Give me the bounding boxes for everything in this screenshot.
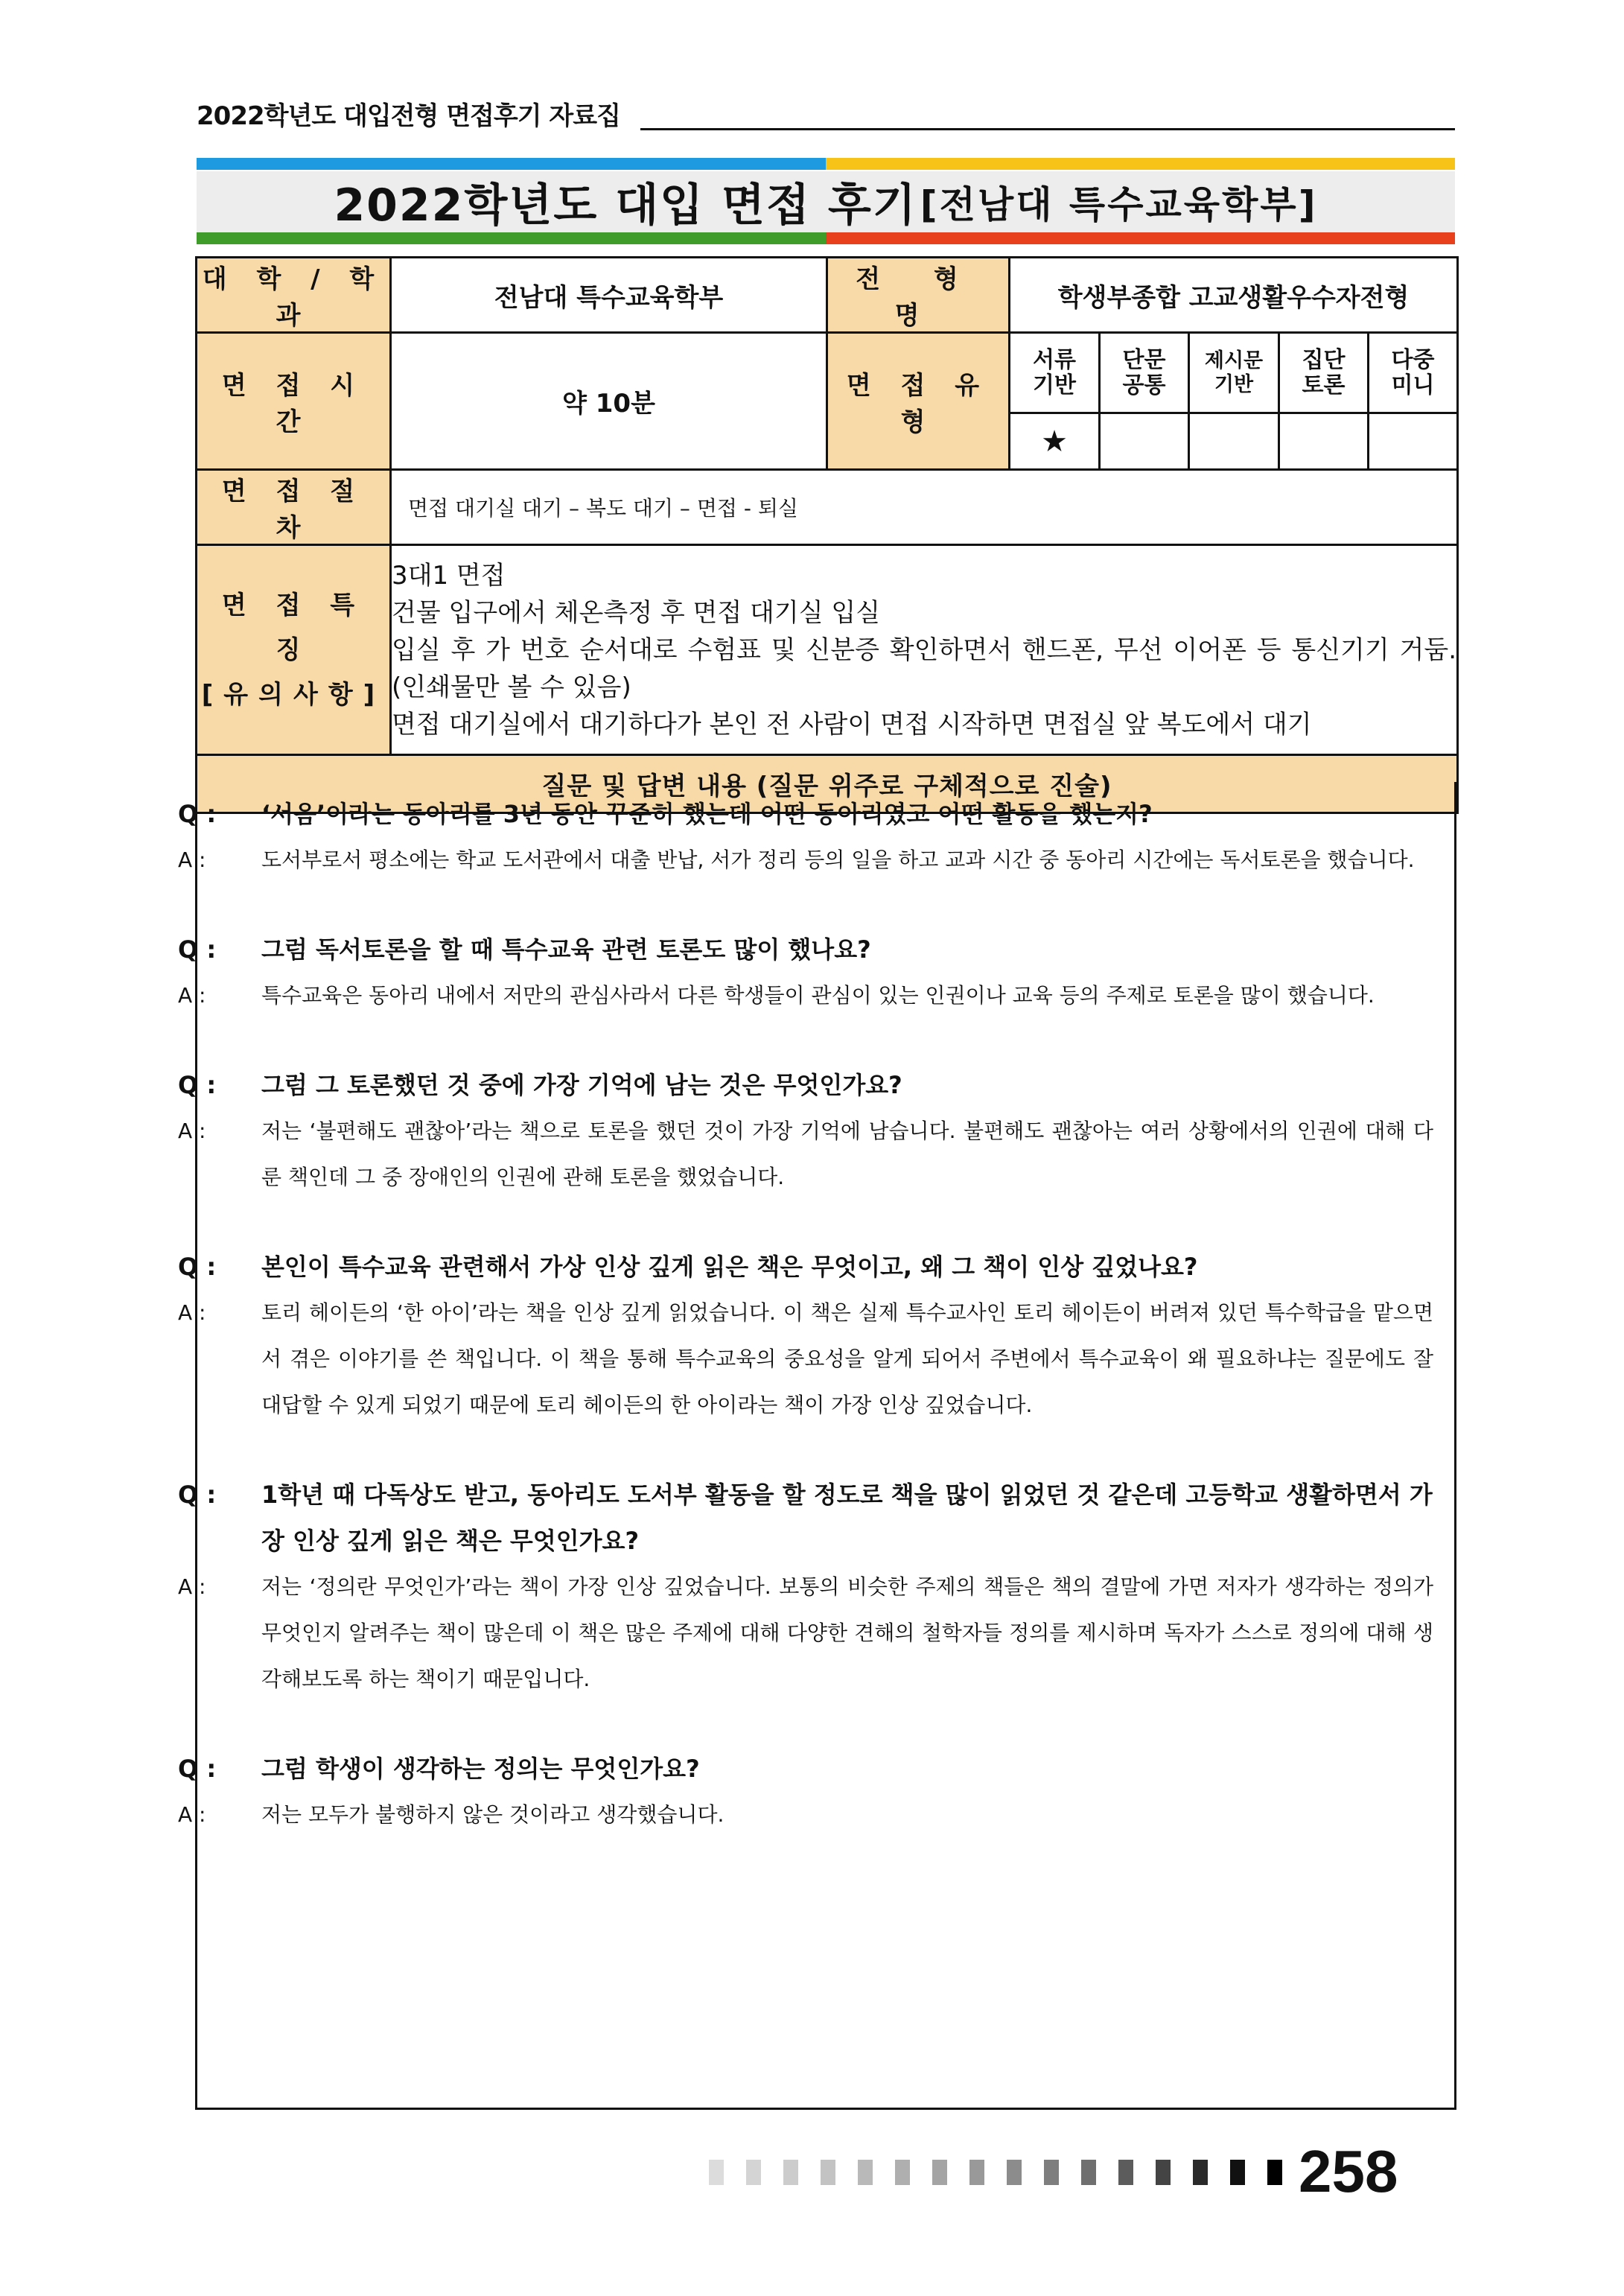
qa-list <box>178 791 1433 1838</box>
format-option-passage: 제시문 기반 <box>1189 333 1279 413</box>
feature-item: 면접 대기실에서 대기하다가 본인 전 사람이 면접 시작하면 면접실 앞 복도에서 대기 <box>392 709 1312 740</box>
bottom-bar-green <box>197 232 826 244</box>
pager-square <box>1267 2160 1282 2185</box>
time-value: 약 10분 <box>391 333 827 470</box>
question: Q : 그럼 학생이 생각하는 정의는 무엇인가요? <box>178 1755 700 1783</box>
feature-item: 건물 입구에서 체온측정 후 면접 대기실 입실 <box>392 597 881 628</box>
pager-square <box>1193 2160 1208 2185</box>
qa-box <box>178 782 1456 2110</box>
star-mark-mmi <box>1369 413 1458 470</box>
star-mark-group-debate <box>1279 413 1369 470</box>
interview-info-table <box>195 256 1459 814</box>
question: Q : 그럼 그 토론했던 것 중에 가장 기억에 남는 것은 무엇인가요? <box>178 1071 902 1099</box>
pager-square <box>1118 2160 1133 2185</box>
type-label: 전 형 명 <box>827 258 1010 333</box>
feature-item: 3대1 면접 <box>392 560 506 591</box>
pager-square <box>895 2160 910 2185</box>
pager-square <box>1007 2160 1022 2185</box>
qa-section-header: 질문 및 답변 내용 (질문 위주로 구체적으로 진술) <box>197 755 1458 813</box>
answer: A : 도서부로서 평소에는 학교 도서관에서 대출 반납, 서가 정리 등의 일을 하고 교과 시간 중 동아리 시간에는 독서토론을 했습니다. <box>178 848 1415 872</box>
format-option-group-debate: 집단 토론 <box>1279 333 1369 413</box>
time-label: 면 접 시 간 <box>197 333 391 470</box>
page-title <box>197 171 1455 232</box>
question: Q : 1학년 때 다독상도 받고, 동아리도 도서부 활동을 할 정도로 책을 많이 읽었던 것 같은데 고등학교 생활하면서 가장 인상 깊게 읽은 책은 무엇인가요? <box>178 1481 1433 1555</box>
answer: A : 토리 헤이든의 ‘한 아이’라는 책을 인상 깊게 읽었습니다. 이 책은 실제 특수교사인 토리 헤이든이 버려져 있던 특수학급을 맡으면서 겪은 이야기를 쓴 책입니다. 이 책을 통해 특수교육의 중요성을 알게 되어서 주변에서 특수교육이 왜 필요하냐는 질문에도 잘 대답할 수 있게 되었기 때문에 토리 헤이든의 한 아이라는 책이 가장 인상 깊었습니다. <box>178 1300 1433 1417</box>
star-mark-passage <box>1189 413 1279 470</box>
features-list <box>391 545 1458 755</box>
pager-square <box>1081 2160 1096 2185</box>
page-number: 258 <box>1299 2138 1398 2204</box>
pager-square <box>746 2160 761 2185</box>
answer: A : 저는 ‘불편해도 괜찮아’라는 책으로 토론을 했던 것이 가장 기억에 남습니다. 불편해도 괜찮아는 여러 상황에서의 인권에 대해 다룬 책인데 그 중 장애인의 인권에 관해 토론을 했었습니다. <box>178 1119 1433 1189</box>
top-bar-blue <box>197 158 826 170</box>
pager-square <box>821 2160 835 2185</box>
qa-gap <box>220 1019 1433 1062</box>
qa-gap <box>220 1201 1433 1244</box>
qa-gap <box>220 1428 1433 1472</box>
question: Q : 그럼 독서토론을 할 때 특수교육 관련 토론도 많이 했나요? <box>178 935 871 964</box>
answer: A : 저는 모두가 불행하지 않은 것이라고 생각했습니다. <box>178 1802 725 1827</box>
procedure-label: 면 접 절 차 <box>197 470 391 545</box>
star-mark-short-common <box>1100 413 1189 470</box>
pager-square <box>783 2160 798 2185</box>
procedure-value: 면접 대기실 대기 – 복도 대기 – 면접 - 퇴실 <box>391 470 1458 545</box>
pager-square <box>932 2160 947 2185</box>
qa-gap <box>220 883 1433 926</box>
type-value: 학생부종합 고교생활우수자전형 <box>1010 258 1458 333</box>
pager-square <box>969 2160 984 2185</box>
pager-square <box>1044 2160 1059 2185</box>
top-bar-yellow <box>826 158 1455 170</box>
feature-item: 입실 후 가 번호 순서대로 수험표 및 신분증 확인하면서 핸드폰, 무선 이어폰 등 통신기기 거둠. (인쇄물만 볼 수 있음) <box>392 635 1457 702</box>
university-value: 전남대 특수교육학부 <box>391 258 827 333</box>
header-rule <box>640 128 1455 130</box>
format-option-document: 서류 기반 <box>1010 333 1100 413</box>
running-header: 2022학년도 대입전형 면접후기 자료집 <box>197 101 620 131</box>
question: Q : ‘서음’이라는 동아리를 3년 동안 꾸준히 했는데 어떤 동아리였고 어떤 활동을 했는지? <box>178 800 1153 828</box>
title-sub: [전남대 특수교육학부] <box>920 183 1318 226</box>
pager-square <box>858 2160 873 2185</box>
format-label: 면 접 유 형 <box>827 333 1010 470</box>
pager-square <box>1156 2160 1171 2185</box>
answer: A : 저는 ‘정의란 무엇인가’라는 책이 가장 인상 깊었습니다. 보통의 비슷한 주제의 책들은 책의 결말에 가면 저자가 생각하는 정의가 무엇인지 알려주는 책이 많은데 이 책은 많은 주제에 대해 다양한 견해의 철학자들 정의를 제시하며 독자가 스스로 정의에 대해 생각해보도록 하는 책이기 때문입니다. <box>178 1574 1433 1691</box>
question: Q : 본인이 특수교육 관련해서 가상 인상 깊게 읽은 책은 무엇이고, 왜 그 책이 인상 깊었나요? <box>178 1253 1198 1281</box>
university-label: 대 학 / 학 과 <box>197 258 391 333</box>
star-mark-document: ★ <box>1010 413 1100 470</box>
format-option-short-common: 단문 공통 <box>1100 333 1189 413</box>
title-main: 2022학년도 대입 면접 후기 <box>334 179 917 232</box>
answer: A : 특수교육은 동아리 내에서 저만의 관심사라서 다른 학생들이 관심이 있는 인권이나 교육 등의 주제로 토론을 많이 했습니다. <box>178 983 1375 1008</box>
qa-gap <box>220 1702 1433 1746</box>
bottom-bar-red <box>826 232 1455 244</box>
pager-square <box>709 2160 724 2185</box>
pager-square <box>1230 2160 1245 2185</box>
format-option-mmi: 다중 미니 <box>1369 333 1458 413</box>
features-label: 면 접 특 징 [유의사항] <box>197 545 391 755</box>
